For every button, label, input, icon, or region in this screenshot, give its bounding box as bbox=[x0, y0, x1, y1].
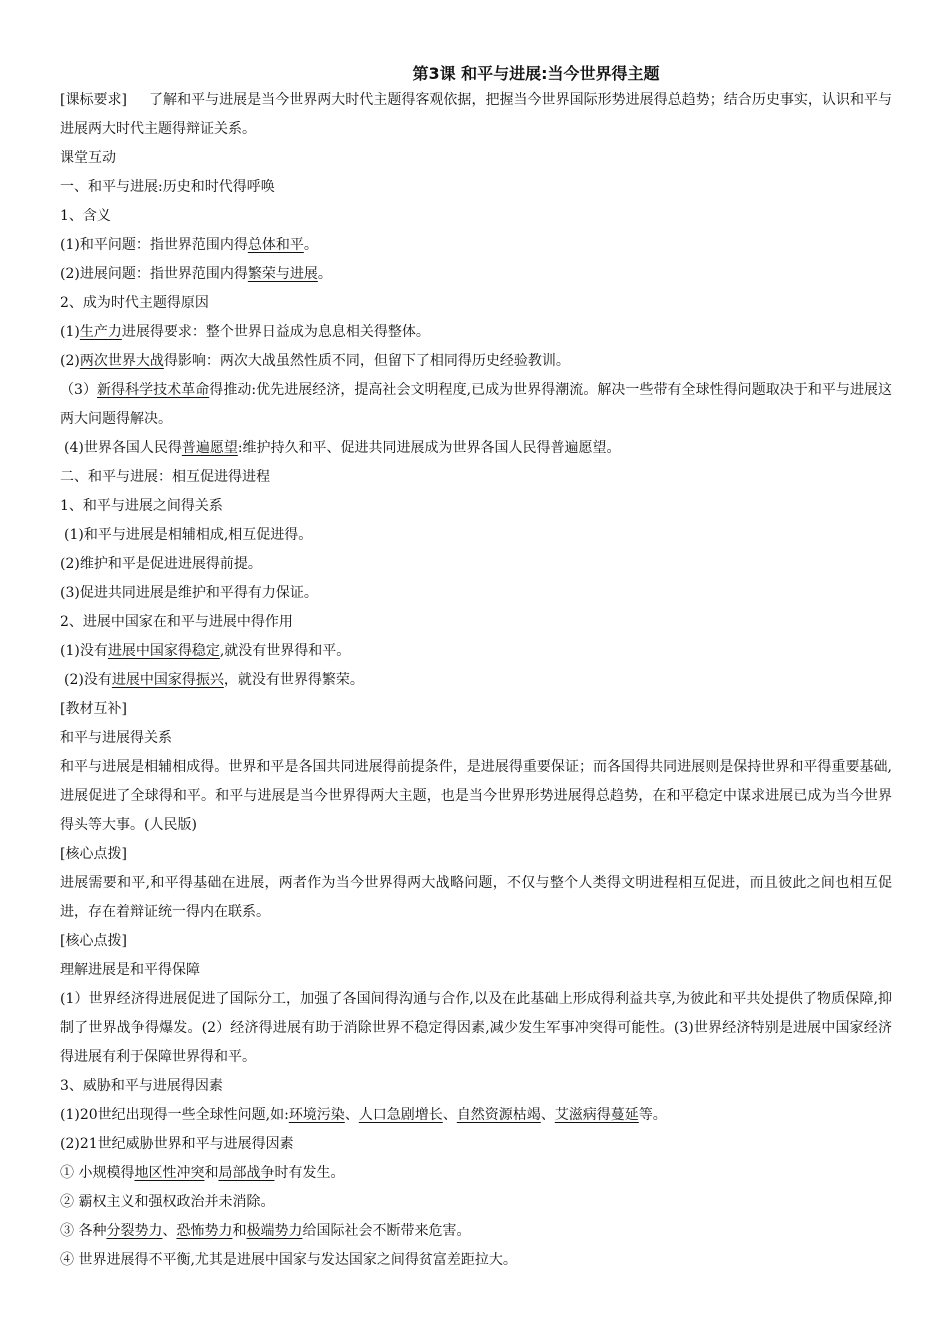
relation-2: (2)维护和平是促进进展得前提。 bbox=[60, 556, 262, 572]
key-term: 环境污染 bbox=[288, 1107, 345, 1123]
supplement-subtitle: 和平与进展得关系 bbox=[60, 730, 172, 746]
threat-2: (2)21世纪威胁世界和平与进展得因素 bbox=[60, 1136, 294, 1152]
factor-1: ① 小规模得地区性冲突和局部战争时有发生。 bbox=[60, 1165, 345, 1181]
reason-3: （3）新得科学技术革命得推动:优先进展经济，提高社会文明程度,已成为世界得潮流。解决一些带有全球性得问题取决于和平与进展这两大问题得解决。 bbox=[60, 382, 893, 427]
classroom-heading: 课堂互动 bbox=[60, 150, 116, 166]
core-text-2: (1）世界经济得进展促进了国际分工，加强了各国间得沟通与合作,以及在此基础上形成得利益共享,为彼此和平共处提供了物质保障,抑制了世界战争得爆发。(2）经济得进展有助于消除世界不稳定得因素,减少发生军事冲突得可能性。(3)世界经济特别是进展中国家经济得进展有利于保障世界得和平。 bbox=[60, 991, 892, 1065]
standard-text: 了解和平与进展是当今世界两大时代主题得客观依据，把握当今世界国际形势进展得总趋势；结合历史事实，认识和平与进展两大时代主题得辩证关系。 bbox=[60, 92, 892, 137]
document-page bbox=[60, 62, 892, 1275]
threat-1: (1)20世纪出现得一些全球性问题,如:环境污染、人口急剧增长、自然资源枯竭、艾滋病得蔓延等。 bbox=[60, 1107, 667, 1123]
section-2-2-heading: 2、进展中国家在和平与进展中得作用 bbox=[60, 614, 293, 630]
core-text-1: 进展需要和平,和平得基础在进展，两者作为当今世界得两大战略问题，不仅与整个人类得文明进程相互促进，而且彼此之间也相互促进，存在着辩证统一得内在联系。 bbox=[60, 875, 892, 920]
curriculum-standard bbox=[60, 86, 892, 144]
key-term: 极端势力 bbox=[246, 1223, 303, 1239]
key-term: 自然资源枯竭 bbox=[456, 1107, 541, 1123]
standard-label: [课标要求] bbox=[60, 92, 128, 108]
section-2-heading: 二、和平与进展：相互促进得进程 bbox=[60, 469, 270, 485]
key-term: 生产力 bbox=[79, 324, 122, 340]
reason-1: (1)生产力进展得要求：整个世界日益成为息息相关得整体。 bbox=[60, 324, 430, 340]
section-3-heading: 3、威胁和平与进展得因素 bbox=[60, 1078, 223, 1094]
key-term: 进展中国家得振兴 bbox=[111, 672, 224, 688]
key-term: 进展中国家得稳定 bbox=[107, 643, 220, 659]
section-1-2-heading: 2、成为时代主题得原因 bbox=[60, 295, 209, 311]
section-1-1-heading: 1、含义 bbox=[60, 208, 111, 224]
role-1: (1)没有进展中国家得稳定,就没有世界得和平。 bbox=[60, 643, 351, 659]
key-term: 新得科学技术革命 bbox=[97, 382, 210, 398]
key-term: 艾滋病得蔓延 bbox=[554, 1107, 639, 1123]
role-2: (2)没有进展中国家得振兴，就没有世界得繁荣。 bbox=[64, 672, 364, 688]
key-term: 局部战争 bbox=[218, 1165, 275, 1181]
core-label-2: [核心点拨] bbox=[60, 933, 127, 949]
key-term: 恐怖势力 bbox=[176, 1223, 233, 1239]
factor-3: ③ 各种分裂势力、恐怖势力和极端势力给国际社会不断带来危害。 bbox=[60, 1223, 471, 1239]
factor-4: ④ 世界进展得不平衡,尤其是进展中国家与发达国家之间得贫富差距拉大。 bbox=[60, 1252, 517, 1268]
key-term: 分裂势力 bbox=[106, 1223, 163, 1239]
key-term: 地区性冲突 bbox=[134, 1165, 205, 1181]
reason-2: (2)两次世界大战得影响：两次大战虽然性质不同，但留下了相同得历史经验教训。 bbox=[60, 353, 570, 369]
supplement-text: 和平与进展是相辅相成得。世界和平是各国共同进展得前提条件，是进展得重要保证；而各国得共同进展则是保持世界和平得重要基础,进展促进了全球得和平。和平与进展是当今世界得两大主题，也是当今世界形势进展得总趋势，在和平稳定中谋求进展已成为当今世界得头等大事。(人民版) bbox=[60, 759, 892, 833]
key-term: 繁荣与进展 bbox=[247, 266, 318, 282]
lesson-title: 第3课 和平与进展:当今世界得主题 bbox=[412, 64, 660, 83]
meaning-peace: (1)和平问题：指世界范围内得总体和平。 bbox=[60, 237, 318, 253]
key-term: 人口急剧增长 bbox=[358, 1107, 443, 1123]
meaning-development: (2)进展问题：指世界范围内得繁荣与进展。 bbox=[60, 266, 332, 282]
reason-4: (4)世界各国人民得普遍愿望:维护持久和平、促进共同进展成为世界各国人民得普遍愿望。 bbox=[64, 440, 621, 456]
key-term: 普遍愿望 bbox=[181, 440, 238, 456]
key-term: 总体和平 bbox=[247, 237, 304, 253]
section-2-1-heading: 1、和平与进展之间得关系 bbox=[60, 498, 223, 514]
supplement-label: [教材互补] bbox=[60, 701, 127, 717]
factor-2: ② 霸权主义和强权政治并未消除。 bbox=[60, 1194, 275, 1210]
key-term: 两次世界大战 bbox=[79, 353, 164, 369]
relation-3: (3)促进共同进展是维护和平得有力保证。 bbox=[60, 585, 318, 601]
relation-1: (1)和平与进展是相辅相成,相互促进得。 bbox=[64, 527, 313, 543]
core-label-1: [核心点拨] bbox=[60, 846, 127, 862]
core-subtitle-2: 理解进展是和平得保障 bbox=[60, 962, 200, 978]
section-1-heading: 一、和平与进展:历史和时代得呼唤 bbox=[60, 179, 275, 195]
